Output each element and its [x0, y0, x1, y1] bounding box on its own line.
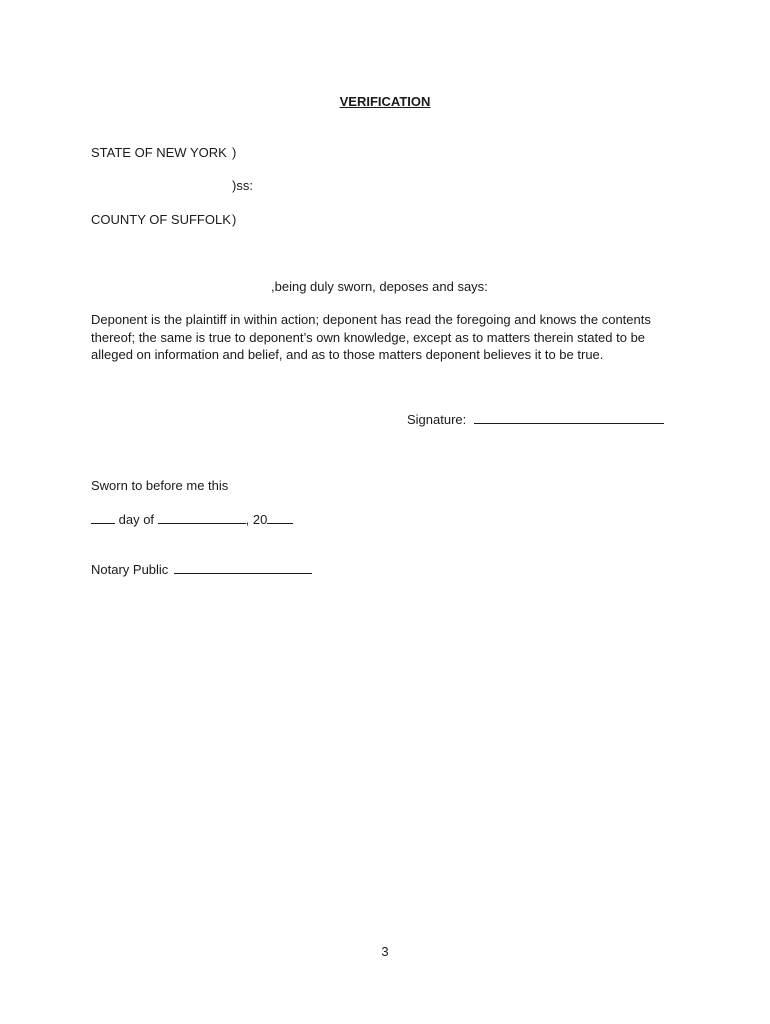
- venue-paren-2: ): [232, 212, 237, 227]
- venue-paren-1: ): [232, 145, 237, 160]
- venue-county: COUNTY OF SUFFOLK: [91, 212, 231, 227]
- venue-ss: )ss:: [232, 178, 253, 193]
- signature-label: Signature:: [407, 412, 467, 427]
- year-field[interactable]: [267, 511, 293, 524]
- date-comma: ,: [245, 512, 250, 527]
- month-field[interactable]: [158, 511, 246, 524]
- venue-state: STATE OF NEW YORK: [91, 145, 227, 160]
- oath-line: ,being duly sworn, deposes and says:: [271, 279, 488, 294]
- verification-paragraph: Deponent is the plaintiff in within action; deponent has read the foregoing and knows the contents thereof; the same is true to deponent’s own knowledge, except as to matters therein stated to be alleged on information and belief, and as to those matters deponent believes it to be true.: [91, 312, 651, 362]
- notary-label: Notary Public: [91, 562, 169, 577]
- day-of-label: day of: [118, 512, 155, 527]
- page-number: 3: [381, 944, 389, 959]
- sworn-date-row: [91, 511, 293, 528]
- year-prefix: 20: [252, 512, 268, 527]
- document-title: VERIFICATION: [339, 94, 431, 109]
- day-field[interactable]: [91, 511, 115, 524]
- signature-field[interactable]: [474, 411, 664, 424]
- sworn-line: Sworn to before me this: [91, 478, 229, 493]
- notary-row: [91, 561, 312, 578]
- notary-signature-field[interactable]: [174, 561, 312, 574]
- signature-row: [407, 411, 664, 428]
